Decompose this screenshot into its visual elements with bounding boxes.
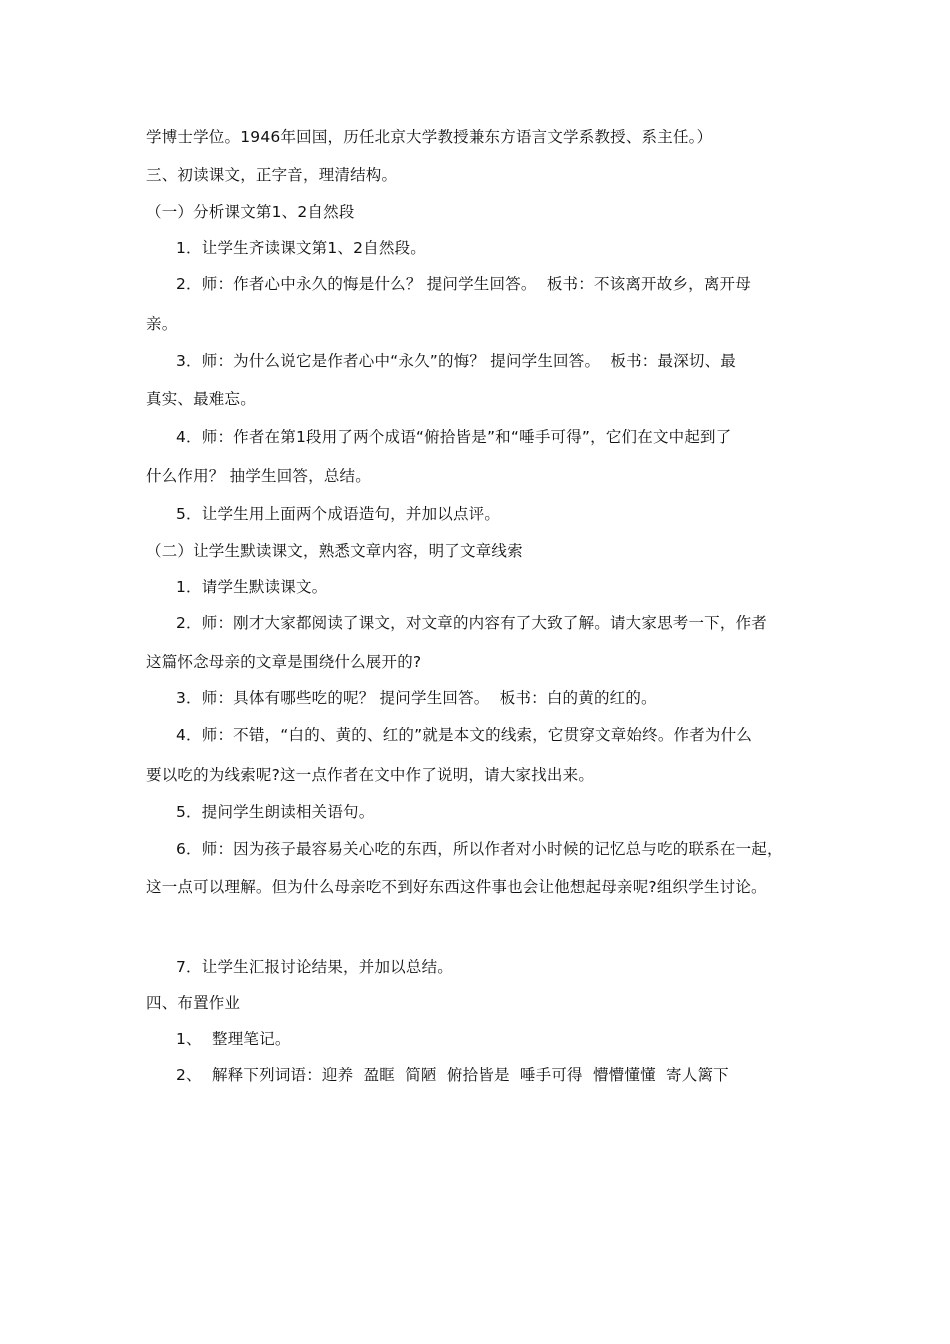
text-line: 1．让学生齐读课文第1、2自然段。 <box>176 239 426 257</box>
text-line: 2．师：作者心中永久的悔是什么？ 提问学生回答。 板书：不该离开故乡，离开母 <box>176 275 751 293</box>
text-line: 亲。 <box>146 315 178 333</box>
text-line: 这篇怀念母亲的文章是围绕什么展开的? <box>146 653 422 671</box>
text-line: 4．师：不错，“白的、黄的、红的”就是本文的线索，它贯穿文章始终。作者为什么 <box>176 726 753 744</box>
text-line: 要以吃的为线索呢?这一点作者在文中作了说明，请大家找出来。 <box>146 766 595 784</box>
section-heading: 三、初读课文，正字音，理清结构。 <box>146 166 398 184</box>
subsection-heading: （一）分析课文第1、2自然段 <box>146 203 355 221</box>
subsection-heading: （二）让学生默读课文，熟悉文章内容，明了文章线索 <box>146 542 523 560</box>
text-line: 什么作用？ 抽学生回答，总结。 <box>146 467 371 485</box>
text-line: 5．让学生用上面两个成语造句，并加以点评。 <box>176 505 501 523</box>
text-line: 5．提问学生朗读相关语句。 <box>176 803 375 821</box>
text-line: 真实、最难忘。 <box>146 390 256 408</box>
homework-item: 1、 整理笔记。 <box>176 1030 291 1048</box>
text-line: 7．让学生汇报讨论结果，并加以总结。 <box>176 958 453 976</box>
section-heading: 四、布置作业 <box>146 994 241 1012</box>
text-line: 学博士学位。1946年回国，历任北京大学教授兼东方语言文学系教授、系主任。） <box>146 128 713 146</box>
text-line: 2．师：刚才大家都阅读了课文，对文章的内容有了大致了解。请大家思考一下，作者 <box>176 614 767 632</box>
homework-item: 2、 解释下列词语：迎养 盈眶 简陋 俯拾皆是 唾手可得 懵懵懂懂 寄人篱下 <box>176 1066 729 1084</box>
text-line: 3．师：具体有哪些吃的呢？ 提问学生回答。 板书：白的黄的红的。 <box>176 689 657 707</box>
text-line: 这一点可以理解。但为什么母亲吃不到好东西这件事也会让他想起母亲呢?组织学生讨论。 <box>146 878 767 896</box>
text-line: 3．师：为什么说它是作者心中“永久”的悔？ 提问学生回答。 板书：最深切、最 <box>176 352 737 370</box>
text-line: 6．师：因为孩子最容易关心吃的东西，所以作者对小时候的记忆总与吃的联系在一起， <box>176 840 783 858</box>
text-line: 1．请学生默读课文。 <box>176 578 328 596</box>
text-line: 4．师：作者在第1段用了两个成语“俯拾皆是”和“唾手可得”，它们在文中起到了 <box>176 428 732 446</box>
